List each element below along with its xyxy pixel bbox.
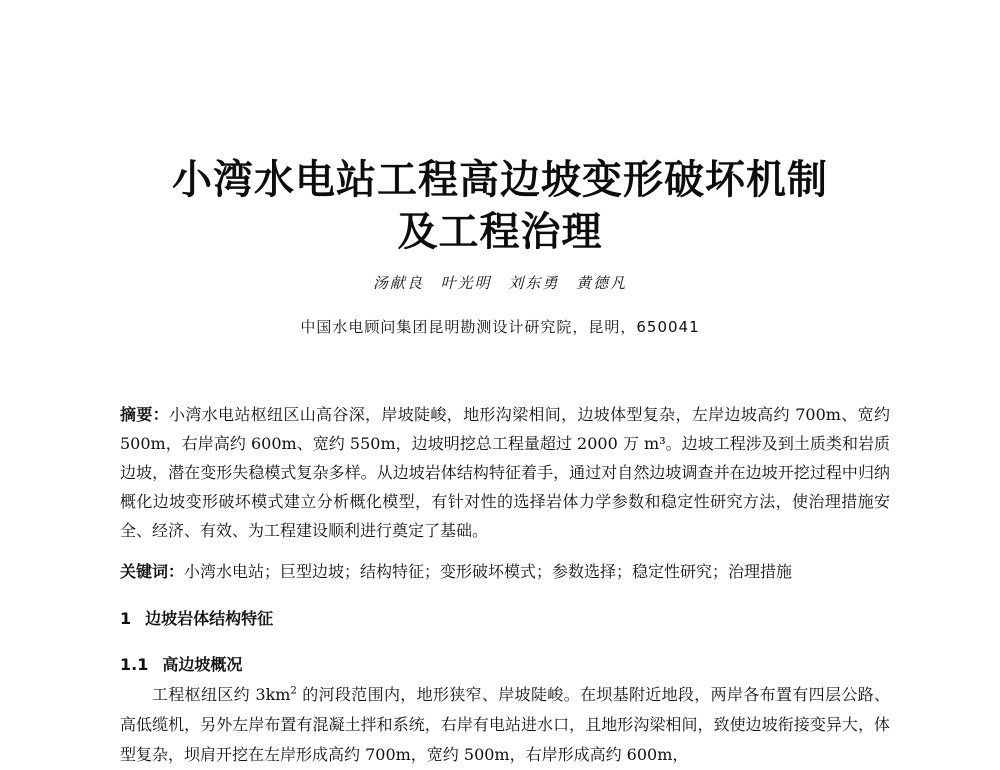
keywords-text: 小湾水电站；巨型边坡；结构特征；变形破坏模式；参数选择；稳定性研究；治理措施 — [184, 562, 793, 581]
section-number: 1 — [120, 609, 132, 628]
body-superscript: 2 — [290, 685, 297, 697]
subsection-title: 高边坡概况 — [162, 655, 243, 674]
abstract-text: 小湾水电站枢纽区山高谷深，岸坡陡峻，地形沟梁相间，边坡体型复杂，左岸边坡高约 700m、宽约 500m，右岸高约 600m、宽约 550m，边坡明挖总工程量超过 2000 万 m³。边坡工程涉及到土质类和岩质边坡，潜在变形失稳模式复杂多样。从边坡岩体结构特征着手，通过对自然边坡调查并在边坡开挖过程中归纳概化边坡变形破坏模式建立分析概化模型，有针对性的选择岩体力学参数和稳定性研究方法，使治理措施安全、经济、有效、为工程建设顺利进行奠定了基础。 — [120, 405, 890, 540]
subsection-number: 1.1 — [120, 655, 149, 674]
affiliation: 中国水电顾问集团昆明勘测设计研究院，昆明，650041 — [300, 318, 700, 336]
section-heading-1-1 — [120, 652, 242, 675]
section-title: 边坡岩体结构特征 — [145, 609, 274, 628]
keywords — [120, 558, 890, 586]
section-heading-1 — [120, 606, 273, 629]
body-text-part-1: 工程枢纽区约 3km — [152, 685, 291, 704]
author-list: 汤献良 叶光明 刘东勇 黄德凡 — [372, 274, 628, 292]
paper-title-line-2: 及工程治理 — [397, 209, 603, 255]
abstract-label: 摘要： — [120, 405, 170, 424]
keywords-label: 关键词： — [120, 562, 185, 581]
body-paragraph — [120, 680, 890, 770]
body-text-part-2: 的河段范围内，地形狭窄、岸坡陡峻。在坝基附近地段，两岸各布置有四层公路、高低缆机，另外左岸布置有混凝土拌和系统，右岸有电站进水口，且地形沟梁相间，致使边坡衔接变异大，体型复杂，坝肩开挖在左岸形成高约 700m，宽约 500m，右岸形成高约 600m， — [120, 685, 890, 764]
paper-title-line-1: 小湾水电站工程高边坡变形破坏机制 — [172, 157, 828, 203]
abstract — [120, 400, 890, 545]
